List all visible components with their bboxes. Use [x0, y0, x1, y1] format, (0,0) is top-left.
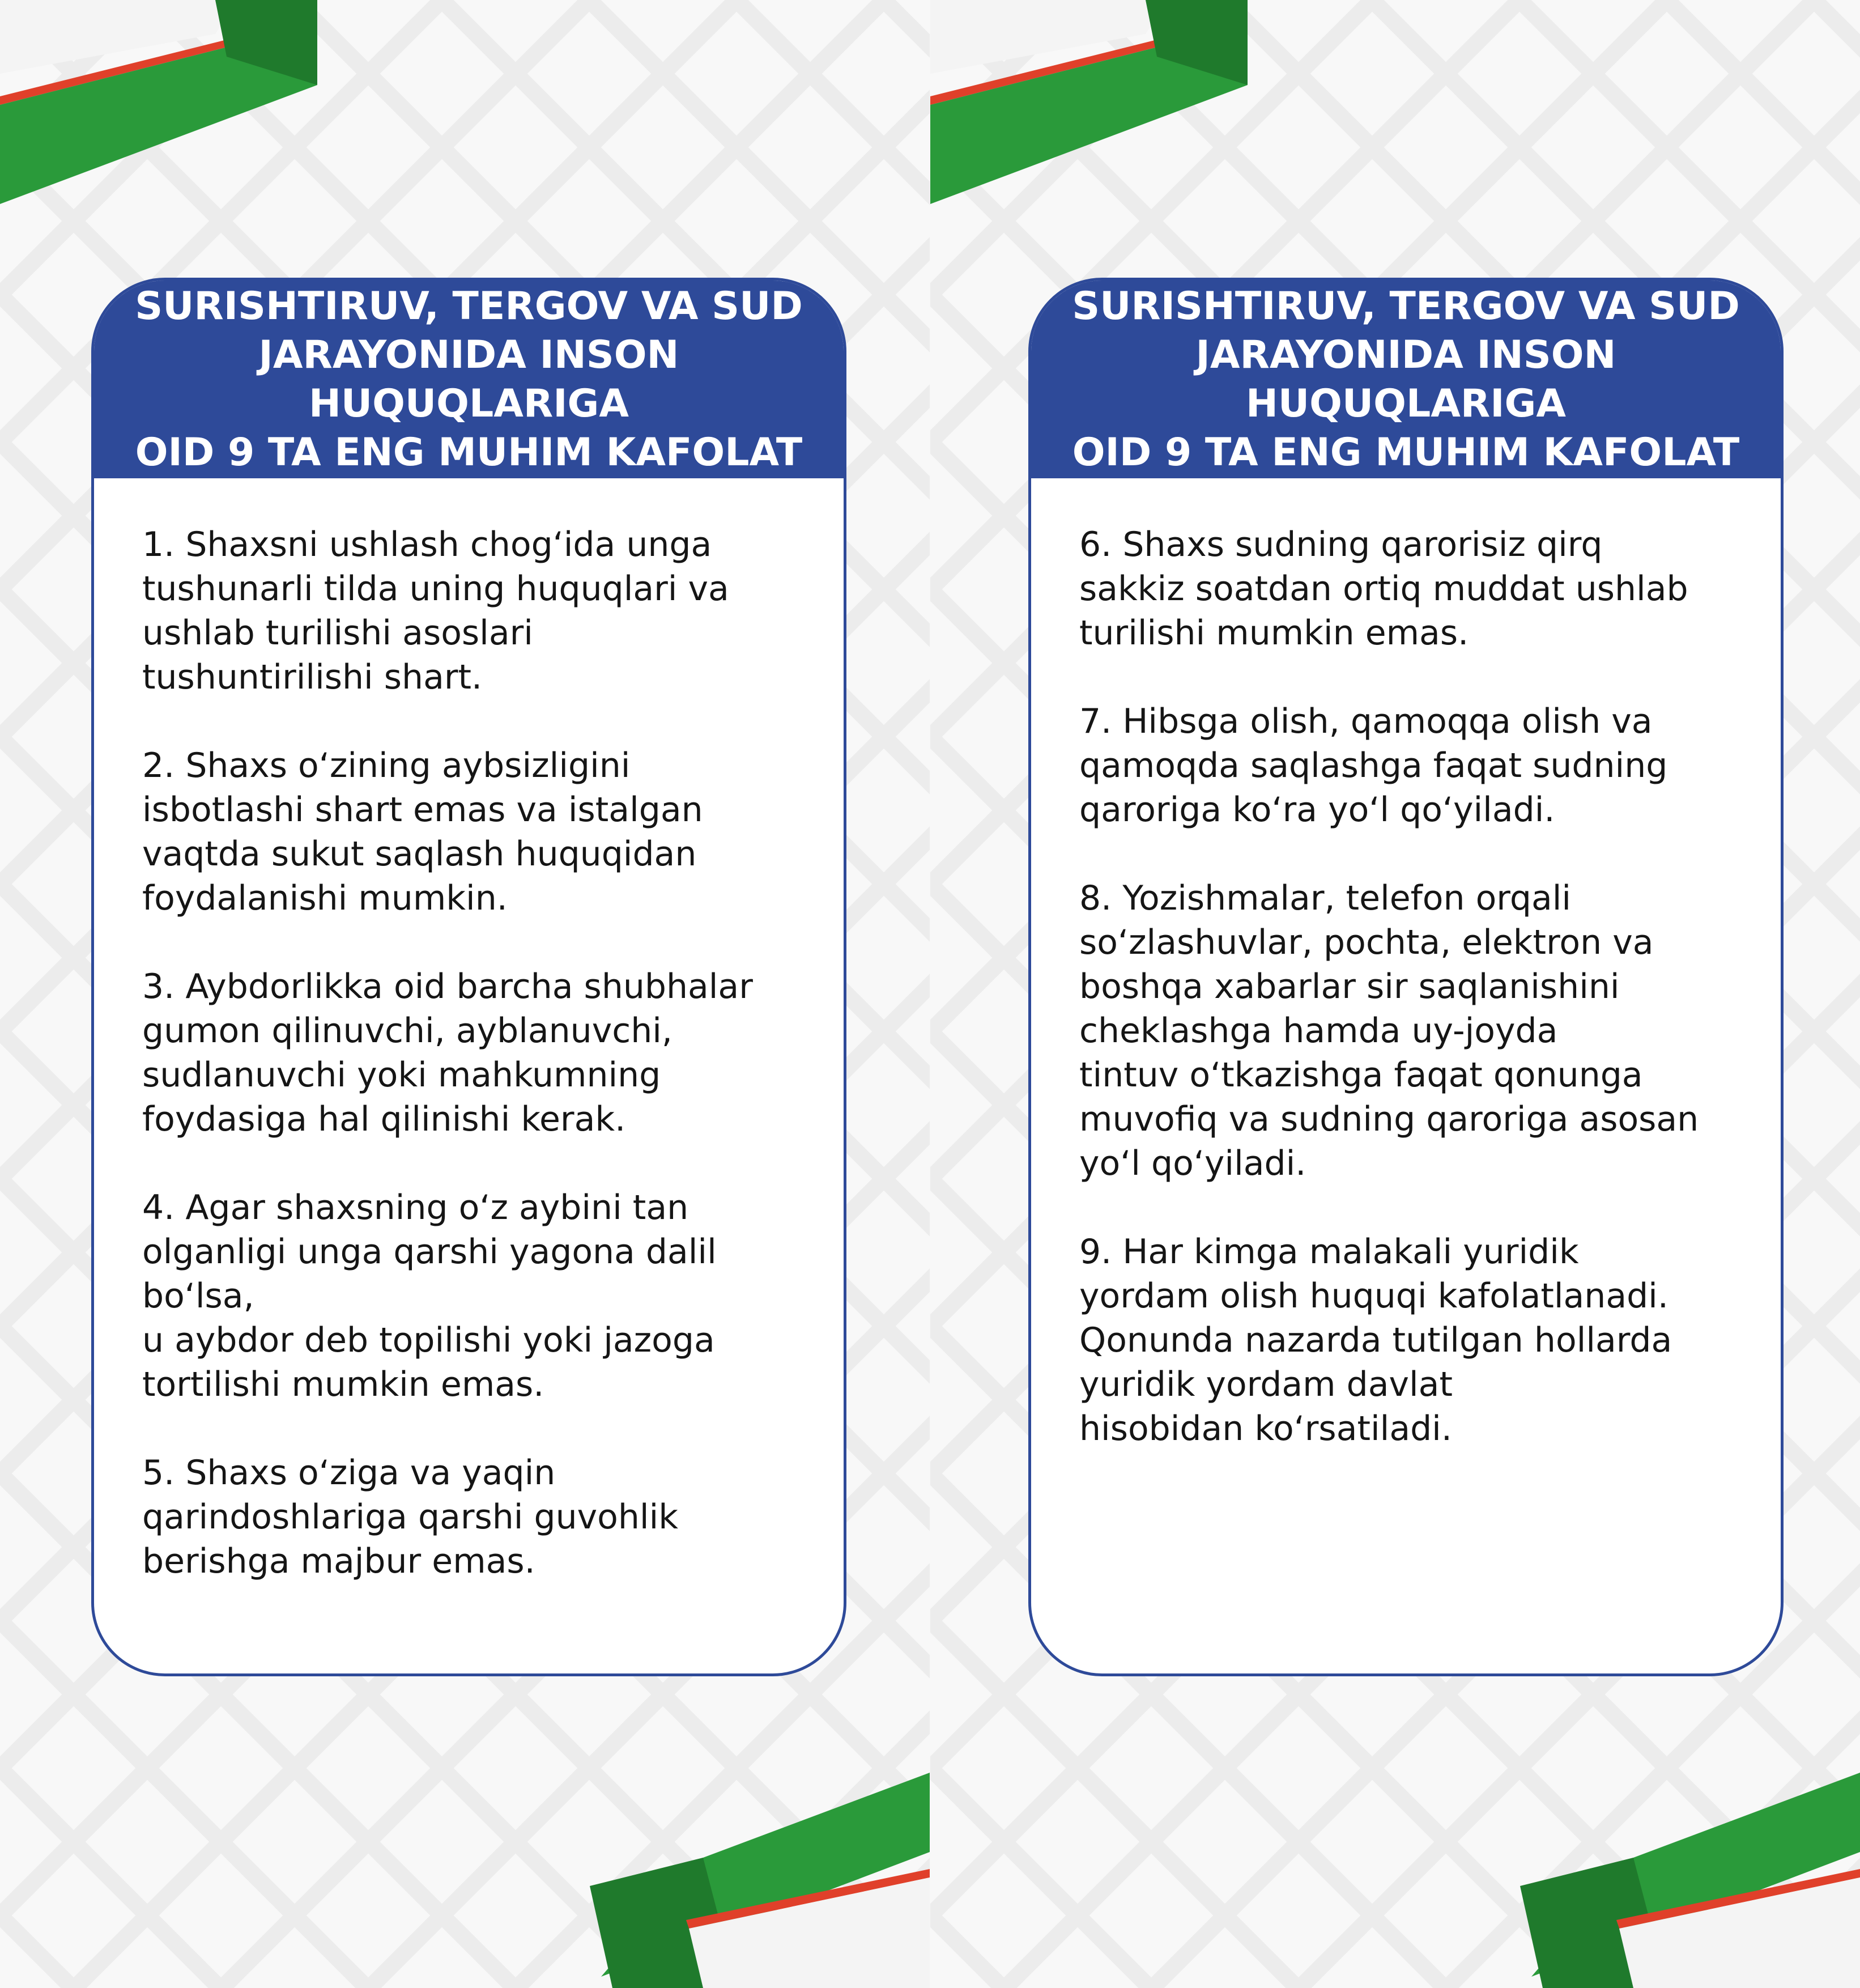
rights-card	[91, 278, 846, 1676]
list-item: 6. Shaxs sudning qarorisiz qirq sakkiz soatdan ortiq muddat ushlab turilishi mumkin emas.	[1079, 525, 1688, 653]
flag-ribbon-icon	[930, 0, 1270, 204]
list-item: 5. Shaxs o‘ziga va yaqin qarindoshlariga qarshi guvohlik berishga majbur emas.	[142, 1453, 678, 1581]
card-title: SURISHTIRUV, TERGOV VA SUD JARAYONIDA INSON HUQUQLARIGA OID 9 TA ENG MUHIM KAFOLAT	[1031, 281, 1781, 478]
flag-ribbon-icon	[0, 0, 340, 204]
list-item: 1. Shaxsni ushlash chog‘ida unga tushunarli tilda uning huquqlari va ushlab turilishi asoslari tushuntirilishi shart.	[142, 525, 729, 697]
rights-card	[1028, 278, 1784, 1676]
list-item: 7. Hibsga olish, qamoqqa olish va qamoqda saqlashga faqat sudning qaroriga ko‘ra yo‘l qo‘yiladi.	[1079, 702, 1668, 830]
list-item: 8. Yozishmalar, telefon orqali so‘zlashuvlar, pochta, elektron va boshqa xabarlar sir saqlanishini cheklashga hamda uy-joyda tintuv o‘tkazishga faqat qonunga muvofiq va sudning qaroriga asosan yo‘l qo‘yiladi.	[1079, 878, 1699, 1183]
right-panel	[930, 0, 1860, 1988]
list-item: 4. Agar shaxsning o‘z aybini tan olganligi unga qarshi yagona dalil bo‘lsa, u aybdor deb topilishi yoki jazoga tortilishi mumkin emas.	[142, 1188, 717, 1404]
list-item: 3. Aybdorlikka oid barcha shubhalar gumon qilinuvchi, ayblanuvchi, sudlanuvchi yoki mahkumning foydasiga hal qilinishi kerak.	[142, 967, 753, 1139]
list-item: 9. Har kimga malakali yuridik yordam olish huquqi kafolatlanadi. Qonunda nazarda tutilgan hollarda yuridik yordam davlat hisobidan ko‘rsatiladi.	[1079, 1232, 1672, 1448]
card-title: SURISHTIRUV, TERGOV VA SUD JARAYONIDA INSON HUQUQLARIGA OID 9 TA ENG MUHIM KAFOLAT	[94, 281, 844, 478]
list-item: 2. Shaxs o‘zining aybsizligini isbotlashi shart emas va istalgan vaqtda sukut saqlash huquqidan foydalanishi mumkin.	[142, 746, 703, 918]
flag-ribbon-icon	[590, 1773, 930, 1988]
flag-ribbon-icon	[1520, 1773, 1860, 1988]
